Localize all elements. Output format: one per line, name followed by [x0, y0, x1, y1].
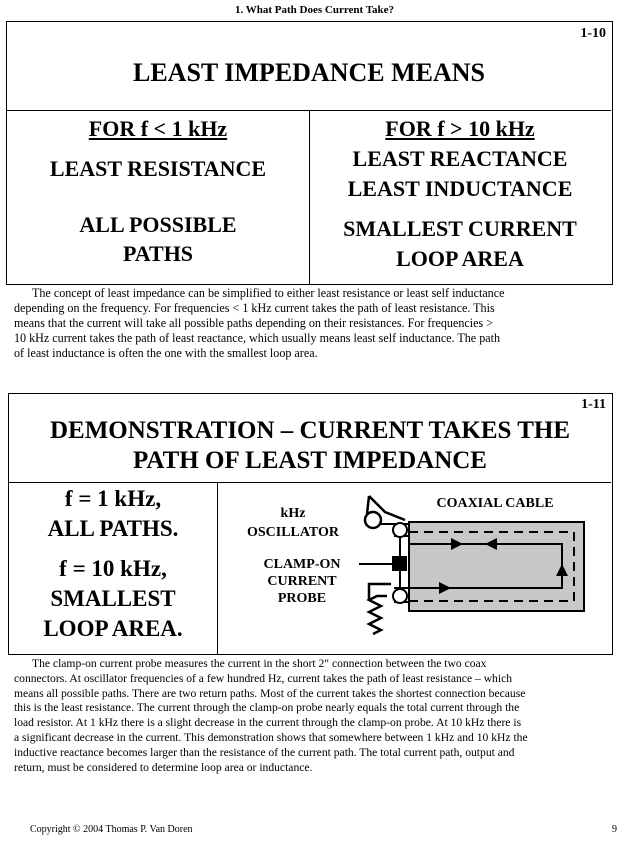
para2-line: The clamp-on current probe measures the current in the short 2" connection between the two coax: [32, 657, 487, 670]
load-resistor-icon: [369, 596, 387, 634]
right-line1: LEAST REACTANCE: [352, 146, 568, 171]
para1-line: depending on the frequency. For frequencies < 1 kHz current takes the path of least resistance. This: [14, 301, 495, 315]
left-line3: f = 10 kHz,: [59, 556, 167, 581]
slide-number: 1-11: [581, 397, 606, 412]
oscillator-icon: [365, 512, 381, 528]
right-line3a: SMALLEST CURRENT: [343, 216, 577, 241]
para2-line: means all possible paths. There are two return paths. Most of the current takes the shortest connection because: [14, 686, 526, 700]
right-heading: FOR f > 10 kHz: [385, 116, 535, 141]
para1-line: means that the current will take all possible paths depending on their resistances. For frequencies >: [14, 316, 494, 330]
probe-label-1: CLAMP-ON: [263, 557, 341, 572]
top-connector-icon: [393, 523, 407, 537]
left-heading: FOR f < 1 kHz: [88, 116, 228, 141]
para2-line: return, must be considered to determine loop area or inductance.: [14, 760, 313, 774]
clamp-on-probe-icon: [392, 556, 407, 571]
demonstration-diagram: [219, 484, 611, 654]
oscillator-label-2: OSCILLATOR: [246, 525, 340, 540]
title-divider: [9, 482, 611, 483]
slide-title: LEAST IMPEDANCE MEANS: [132, 58, 485, 87]
left-line1: LEAST RESISTANCE: [49, 156, 267, 181]
para2-line: connectors. At oscillator frequencies of a few hundred Hz, current takes the path of least resistance – which: [14, 671, 513, 685]
left-line2a: ALL POSSIBLE: [79, 212, 237, 237]
para1-line: 10 kHz current takes the path of least reactance, which usually means least self inductance. The path: [14, 331, 501, 345]
slide-number: 1-10: [580, 26, 606, 41]
para2-line: a significant decrease in the current. This demonstration shows that somewhere between 1 kHz and 10 kHz the: [14, 730, 528, 744]
left-line5: LOOP AREA.: [43, 616, 183, 641]
slide-title-line1: DEMONSTRATION – CURRENT TAKES THE: [49, 417, 571, 444]
para2-line: inductive reactance becomes larger than the resistance of the current path. The total current path, output and: [14, 745, 515, 759]
para1-line: The concept of least impedance can be simplified to either least resistance or least self inductance: [32, 286, 505, 300]
left-line1: f = 1 kHz,: [64, 486, 162, 511]
right-column: [309, 112, 611, 274]
probe-label-3: PROBE: [277, 591, 327, 606]
left-line4: SMALLEST: [50, 586, 176, 611]
left-line2b: PATHS: [122, 241, 194, 266]
right-line3b: LOOP AREA: [396, 246, 524, 271]
bottom-connector-icon: [393, 589, 407, 603]
footer-copyright: Copyright © 2004 Thomas P. Van Doren: [30, 824, 193, 835]
slide-1-11: [8, 393, 613, 655]
slide-1-10: [6, 21, 613, 285]
para2-line: load resistor. At 1 kHz there is a slight decrease in the current through the clamp-on probe. At 10 kHz there is: [14, 716, 522, 730]
paragraph-1: [14, 286, 610, 361]
paragraph-2: [14, 657, 612, 775]
column-divider: [217, 482, 218, 654]
left-column: [9, 484, 217, 644]
footer-page-number: 9: [612, 824, 617, 835]
left-column: [7, 112, 309, 268]
coaxial-cable-shield: [409, 522, 584, 611]
page-header: 1. What Path Does Current Take?: [234, 4, 395, 16]
probe-label-2: CURRENT: [267, 574, 337, 589]
oscillator-label-1: kHz: [280, 506, 306, 521]
left-line2: ALL PATHS.: [47, 516, 179, 541]
coaxial-cable-label: COAXIAL CABLE: [436, 496, 554, 511]
right-line2: LEAST INDUCTANCE: [347, 176, 573, 201]
para2-line: this is the least resistance. The current through the clamp-on probe nearly equals the total current through the: [14, 701, 520, 715]
slide-title-line2: PATH OF LEAST IMPEDANCE: [133, 447, 487, 474]
para1-line: of least inductance is often the one with the smallest loop area.: [14, 346, 318, 360]
